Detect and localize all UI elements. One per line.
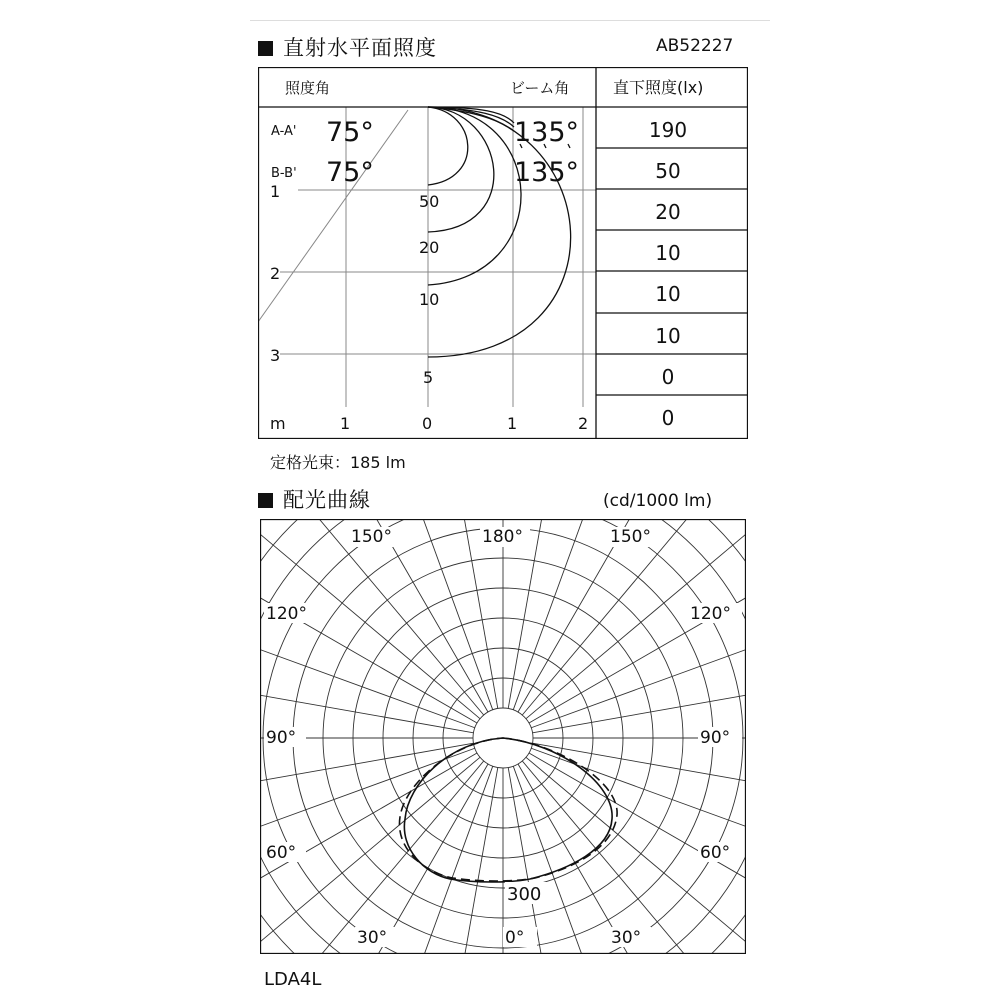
polar-ray — [508, 768, 572, 954]
polar-ray — [366, 766, 493, 954]
polar-ray — [260, 538, 477, 723]
polar-ray — [533, 743, 746, 807]
distribution-curve-dashed — [399, 738, 617, 881]
illuminance-section-title — [258, 32, 437, 62]
angle-label-0: 0° — [505, 928, 525, 948]
angle-label-120-left: 120° — [266, 604, 307, 624]
angle-label-60-left: 60° — [266, 843, 297, 863]
curve-label-5: 5 — [423, 368, 434, 387]
polar-ray — [513, 766, 640, 954]
lux-value: 0 — [661, 406, 675, 430]
row-label-a: A-A' — [271, 124, 297, 139]
polar-ray — [303, 519, 488, 712]
angle-label-120-right: 120° — [690, 604, 731, 624]
curve-label-20: 20 — [419, 238, 440, 257]
lux-value: 10 — [655, 241, 681, 265]
distribution-section-title — [258, 484, 371, 514]
width-tick-0: 0 — [422, 414, 433, 433]
angle-label-150-left: 150° — [351, 527, 392, 547]
depth-tick-2: 2 — [270, 264, 281, 283]
lux-value: 20 — [655, 200, 681, 224]
isolux-curve-10 — [428, 107, 521, 285]
curve-label-50: 50 — [419, 192, 440, 211]
angle-label-90-left: 90° — [266, 728, 297, 748]
distribution-unit: (cd/1000 lm) — [603, 491, 713, 511]
angle-label-150-right: 150° — [610, 527, 651, 547]
illuminance-diagram — [258, 67, 748, 439]
row-beam-angle-b: 135° — [514, 157, 580, 188]
polar-ray — [533, 669, 746, 733]
polar-ray — [260, 743, 473, 807]
angle-label-60-right: 60° — [700, 843, 731, 863]
beam-angle-label: ビーム角 — [510, 79, 570, 97]
footer-model: LDA4L — [264, 969, 322, 990]
illuminance-grid — [258, 107, 596, 407]
lux-value: 0 — [661, 365, 675, 389]
lux-value: 190 — [648, 118, 688, 142]
unit-m: m — [270, 414, 286, 433]
section-square-icon — [258, 41, 273, 56]
depth-tick-3: 3 — [270, 346, 281, 365]
polar-ray — [518, 764, 703, 954]
angle-label-30-right: 30° — [611, 928, 642, 948]
polar-ray — [303, 764, 488, 954]
beam-spread-label: 照度角 — [285, 79, 331, 97]
distribution-curve-solid — [404, 738, 612, 882]
polar-ray — [434, 768, 498, 954]
lux-value: 10 — [655, 282, 681, 306]
polar-ray — [513, 519, 640, 710]
isolux-curve-50 — [428, 107, 468, 185]
lux-value: 50 — [655, 159, 681, 183]
direct-lux-label: 直下照度(lx) — [613, 78, 704, 97]
row-label-b: B-B' — [271, 166, 297, 181]
polar-ray — [518, 519, 703, 712]
scale-label-300: 300 — [507, 884, 542, 905]
lux-value: 10 — [655, 324, 681, 348]
distribution-title: 配光曲線 — [283, 488, 371, 512]
rated-flux: 定格光束：185 lm — [270, 453, 406, 472]
distribution-diagram — [260, 519, 746, 954]
width-tick-right-2: 2 — [578, 414, 589, 433]
row-beam-spread-b: 75° — [326, 157, 374, 188]
polar-ray — [366, 519, 493, 710]
top-divider — [250, 20, 770, 21]
polar-ray — [260, 669, 473, 733]
depth-tick-1: 1 — [270, 182, 281, 201]
angle-label-180: 180° — [482, 527, 523, 547]
model-code: AB52227 — [656, 36, 734, 56]
section-square-icon — [258, 493, 273, 508]
angle-label-30-left: 30° — [357, 928, 388, 948]
curve-label-10: 10 — [419, 290, 440, 309]
lux-values — [649, 118, 687, 430]
width-tick-right-1: 1 — [507, 414, 518, 433]
row-beam-spread-a: 75° — [326, 117, 374, 148]
width-tick-left-1: 1 — [340, 414, 351, 433]
row-beam-angle-a: 135° — [514, 117, 580, 148]
angle-label-90-right: 90° — [700, 728, 731, 748]
illuminance-title: 直射水平面照度 — [283, 36, 437, 60]
polar-ray — [529, 538, 746, 723]
polar-rays — [260, 519, 746, 954]
